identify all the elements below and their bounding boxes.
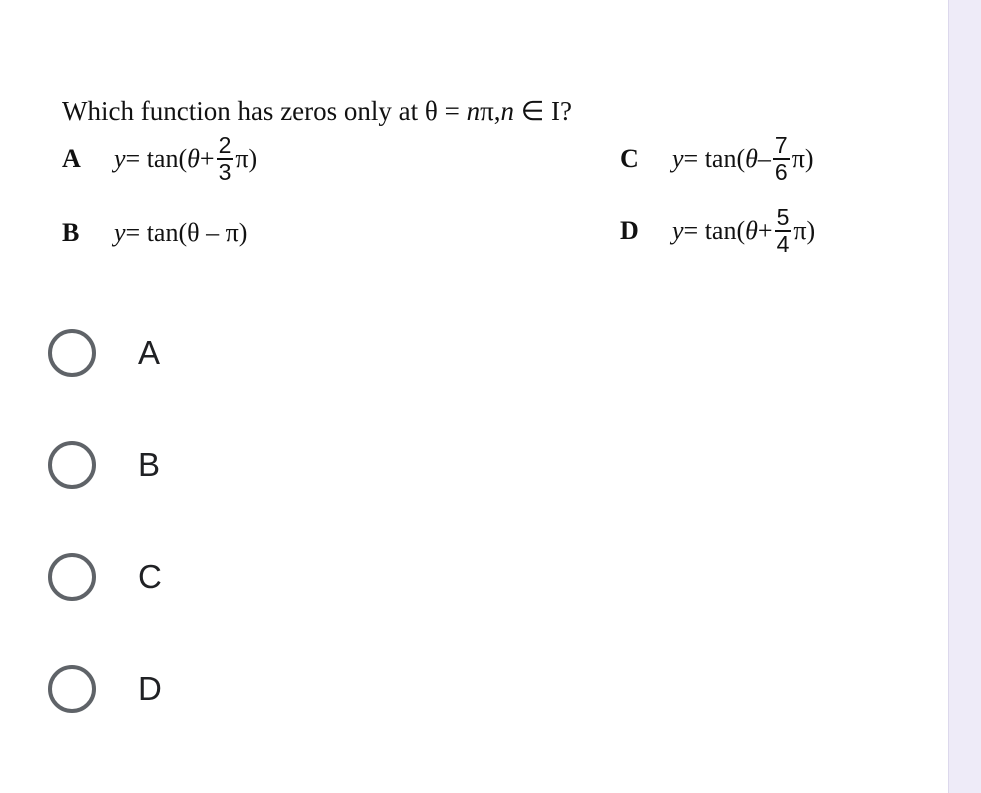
choice-d-theta: θ: [745, 215, 758, 245]
choice-a-op: +: [199, 143, 215, 173]
choice-d-before: = tan(: [683, 215, 746, 245]
option-d[interactable]: [48, 665, 162, 713]
choice-d-op: +: [757, 215, 773, 245]
choice-b-letter: B: [62, 218, 80, 247]
choice-d-after: π): [793, 215, 816, 245]
choice-c-y: y: [672, 143, 684, 173]
choice-c-denominator: 6: [774, 158, 788, 185]
choice-a-denominator: 3: [218, 158, 232, 185]
prompt-n2: n: [500, 96, 514, 126]
option-a[interactable]: [48, 329, 160, 377]
choice-c-before: = tan(: [683, 143, 746, 173]
side-panel: [948, 0, 981, 793]
choice-d-letter: D: [620, 215, 639, 245]
prompt-n: n: [466, 96, 481, 126]
prompt-tail: ∈ I?: [513, 96, 572, 126]
radio-button-b[interactable]: [48, 441, 96, 489]
choice-a-before: = tan(: [125, 143, 188, 173]
choice-a-after: π): [235, 143, 258, 173]
choice-a-letter: A: [62, 143, 81, 173]
choice-a-theta: θ: [187, 143, 200, 173]
radio-button-c[interactable]: [48, 553, 96, 601]
choice-c-op: –: [757, 143, 771, 173]
choice-c-theta: θ: [745, 143, 758, 173]
radio-button-d[interactable]: [48, 665, 96, 713]
choice-c: [620, 134, 814, 184]
choice-c-fraction: [773, 134, 790, 184]
choice-d-y: y: [672, 215, 684, 245]
choice-c-letter: C: [620, 143, 639, 173]
choice-d: [620, 206, 815, 256]
choice-c-after: π): [791, 143, 814, 173]
choice-b-expr: = tan(θ – π): [125, 218, 248, 247]
choice-c-numerator: 7: [774, 132, 788, 158]
choice-d-fraction: [775, 206, 792, 256]
question-prompt: [62, 96, 572, 127]
option-a-label[interactable]: A: [138, 334, 161, 371]
choice-a-numerator: 2: [218, 132, 232, 158]
option-d-label[interactable]: D: [138, 670, 162, 707]
prompt-pi: π,: [480, 96, 501, 126]
option-c[interactable]: [48, 553, 162, 601]
choice-d-numerator: 5: [776, 204, 790, 230]
choice-b-y: y: [114, 218, 126, 247]
option-b-label[interactable]: B: [138, 446, 161, 483]
option-c-label[interactable]: C: [138, 558, 162, 595]
choice-a: [62, 134, 257, 184]
radio-button-a[interactable]: [48, 329, 96, 377]
choice-d-denominator: 4: [776, 230, 790, 257]
choice-b: [62, 218, 247, 248]
question-image: [0, 0, 948, 290]
prompt-text: Which function has zeros only at θ =: [62, 96, 467, 126]
option-b[interactable]: [48, 441, 160, 489]
choice-a-y: y: [114, 143, 126, 173]
choice-a-fraction: [217, 134, 234, 184]
